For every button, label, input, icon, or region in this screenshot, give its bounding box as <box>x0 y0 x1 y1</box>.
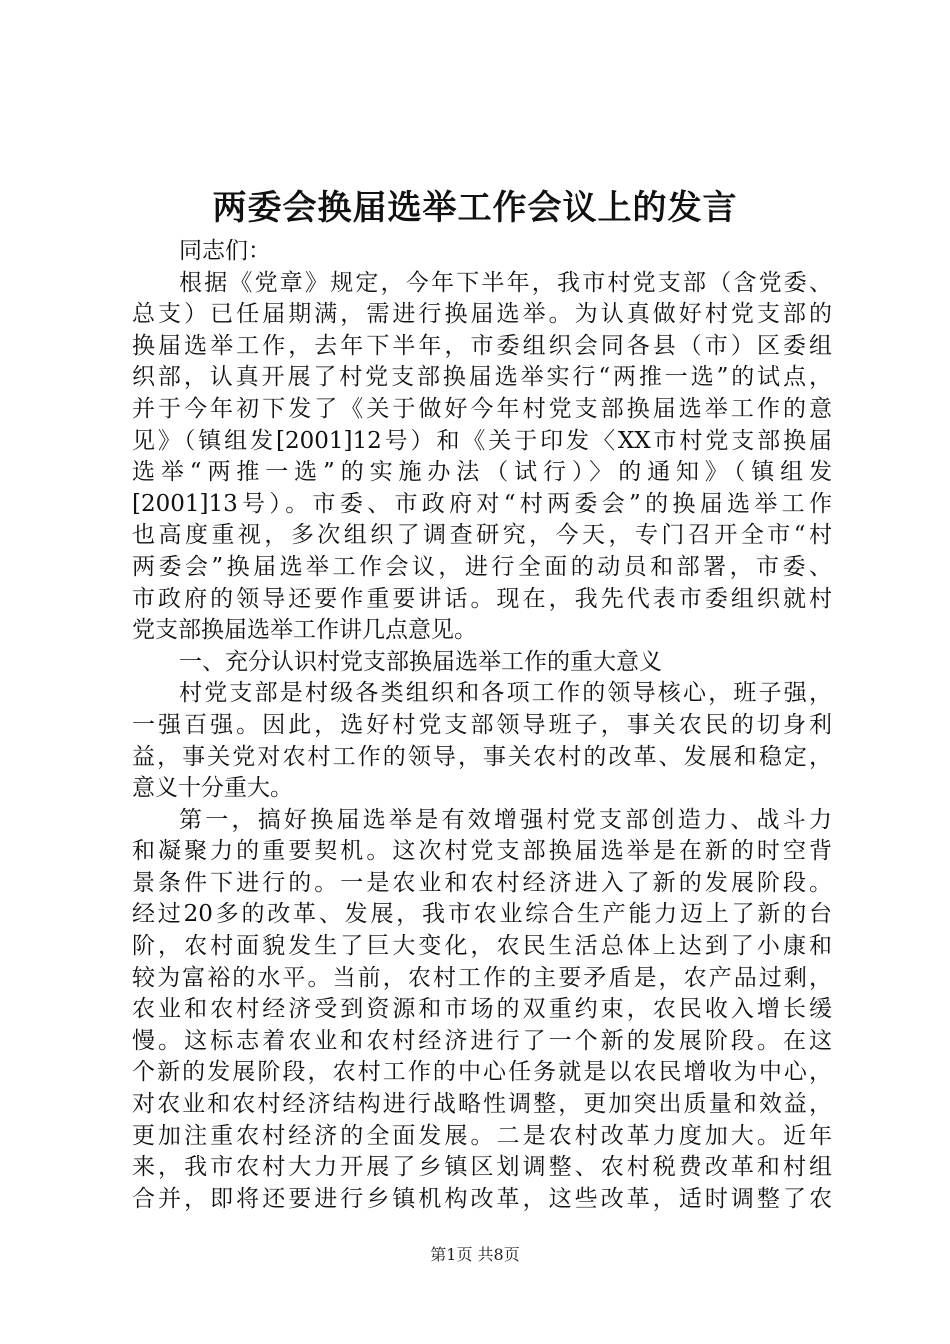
text-line: 益，事关党对农村工作的领导，事关农村的改革、发展和稳定， <box>132 743 832 770</box>
text-line: 见》（镇组发[2001]12号）和《关于印发〈XX市村党支部换届 <box>132 427 832 454</box>
text-line: 来，我市农村大力开展了乡镇区划调整、农村税费改革和村组 <box>132 1154 832 1181</box>
text-line: 也高度重视，多次组织了调查研究，今天，专门召开全市“村 <box>132 522 832 549</box>
page-footer: 第1页 共8页 <box>430 1245 520 1264</box>
text-line: 对农业和农村经济结构进行战略性调整，更加突出质量和效益， <box>132 1091 832 1118</box>
text-line: 根据《党章》规定，今年下半年，我市村党支部（含党委、 <box>179 269 832 296</box>
text-line: 市政府的领导还要作重要讲话。现在，我先代表市委组织就村 <box>132 585 832 612</box>
text-line: 换届选举工作，去年下半年，市委组织会同各县（市）区委组 <box>132 332 832 359</box>
document-title: 两委会换届选举工作会议上的发言 <box>212 188 738 228</box>
text-line: 选举“两推一选”的实施办法（试行）〉的通知》（镇组发 <box>132 459 832 486</box>
text-line: 个新的发展阶段，农村工作的中心任务就是以农民增收为中心， <box>132 1059 832 1086</box>
text-line: 一强百强。因此，选好村党支部领导班子，事关农民的切身利 <box>132 711 832 738</box>
text-line: 第一，搞好换届选举是有效增强村党支部创造力、战斗力 <box>179 806 832 833</box>
text-line: 同志们： <box>179 238 271 264</box>
text-line: 合并，即将还要进行乡镇机构改革，这些改革，适时调整了农 <box>132 1185 832 1212</box>
text-line: 农业和农村经济受到资源和市场的双重约束，农民收入增长缓 <box>132 996 832 1023</box>
text-line: 一、充分认识村党支部换届选举工作的重大意义 <box>179 648 662 675</box>
text-line: 两委会”换届选举工作会议，进行全面的动员和部署，市委、 <box>132 553 832 580</box>
text-line: 慢。这标志着农业和农村经济进行了一个新的发展阶段。在这 <box>132 1027 832 1054</box>
text-line: 阶，农村面貌发生了巨大变化，农民生活总体上达到了小康和 <box>132 933 832 960</box>
text-line: 并于今年初下发了《关于做好今年村党支部换届选举工作的意 <box>132 395 832 422</box>
text-line: 党支部换届选举工作讲几点意见。 <box>132 617 477 644</box>
text-line: 意义十分重大。 <box>132 775 293 802</box>
document-body <box>132 236 832 1215</box>
text-line: 景条件下进行的。一是农业和农村经济进入了新的发展阶段。 <box>132 869 832 896</box>
text-line: 经过20多的改革、发展，我市农业综合生产能力迈上了新的台 <box>132 901 832 928</box>
text-line: 和凝聚力的重要契机。这次村党支部换届选举是在新的时空背 <box>132 838 832 865</box>
text-line: 总支）已任届期满，需进行换届选举。为认真做好村党支部的 <box>132 301 832 328</box>
text-line: 村党支部是村级各类组织和各项工作的领导核心，班子强， <box>179 680 832 707</box>
text-line: [2001]13号）。市委、市政府对“村两委会”的换届选举工作 <box>132 490 832 517</box>
text-line: 更加注重农村经济的全面发展。二是农村改革力度加大。近年 <box>132 1122 832 1149</box>
text-line: 织部，认真开展了村党支部换届选举实行“两推一选”的试点， <box>132 364 832 391</box>
text-line: 较为富裕的水平。当前，农村工作的主要矛盾是，农产品过剩， <box>132 964 832 991</box>
